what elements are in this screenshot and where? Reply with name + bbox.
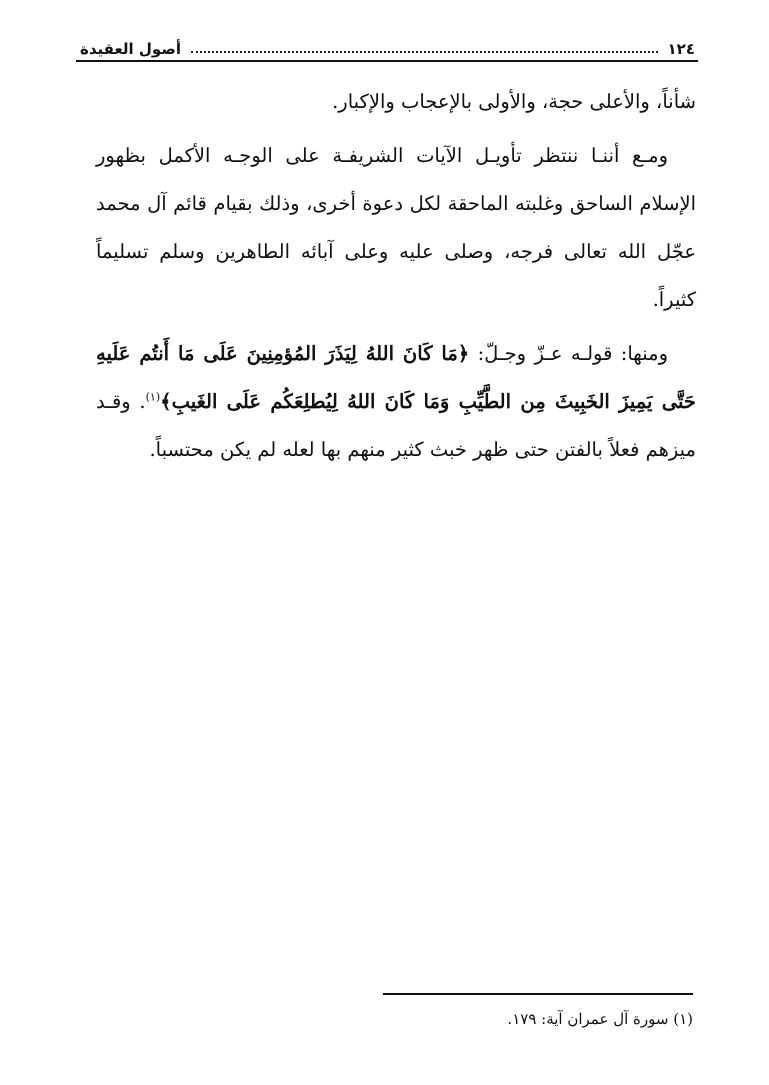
page-header (80, 30, 695, 58)
paragraph-3-rest: . وقـد ميزهم فعلاً بالفتن حتى ظهر خبث كثير منهم بها لعله لم يكن محتسباً. (96, 390, 696, 461)
footnote-reference[interactable]: (١) (145, 390, 161, 404)
paragraph-1: شأناً، والأعلى حجة، والأولى بالإعجاب والإكبار. (332, 90, 696, 113)
page-number: ١٢٤ (667, 40, 695, 58)
paragraph-3 (96, 330, 696, 474)
footnote-rule (383, 993, 693, 995)
footnote: (١) سورة آل عمران آية: ١٧٩. (507, 1010, 693, 1028)
paragraph-2: ومـع أننـا ننتظر تأويـل الآيات الشريفـة على الوجـه الأكمل بظهور الإسلام الساحق وغلبته الماحقة لكل دعوة أخرى، وذلك بقيام قائم آل محمد عجّل الله تعالى فرجه، وصلى عليه وعلى آبائه الطاهرين وسلم تسليماً كثيراً. (96, 144, 696, 311)
header-rule (76, 60, 698, 62)
running-title: أصول العقيدة (80, 40, 181, 58)
quran-verse: ﴿مَا كَانَ اللهُ لِيَذَرَ المُؤمِنِينَ عَلَى مَا أَنتُم عَلَيهِ حَتَّى يَمِيزَ الخَبِيثَ مِن الطَّيِّبِ وَمَا كَانَ اللهُ لِيُطلِعَكُم عَلَى الغَيبِ﴾ (96, 342, 696, 413)
body-text (96, 78, 696, 480)
paragraph-3-intro: ومنها: قولـه عـزّ وجـلّ: (469, 342, 668, 365)
header-leader-dots (191, 51, 658, 53)
